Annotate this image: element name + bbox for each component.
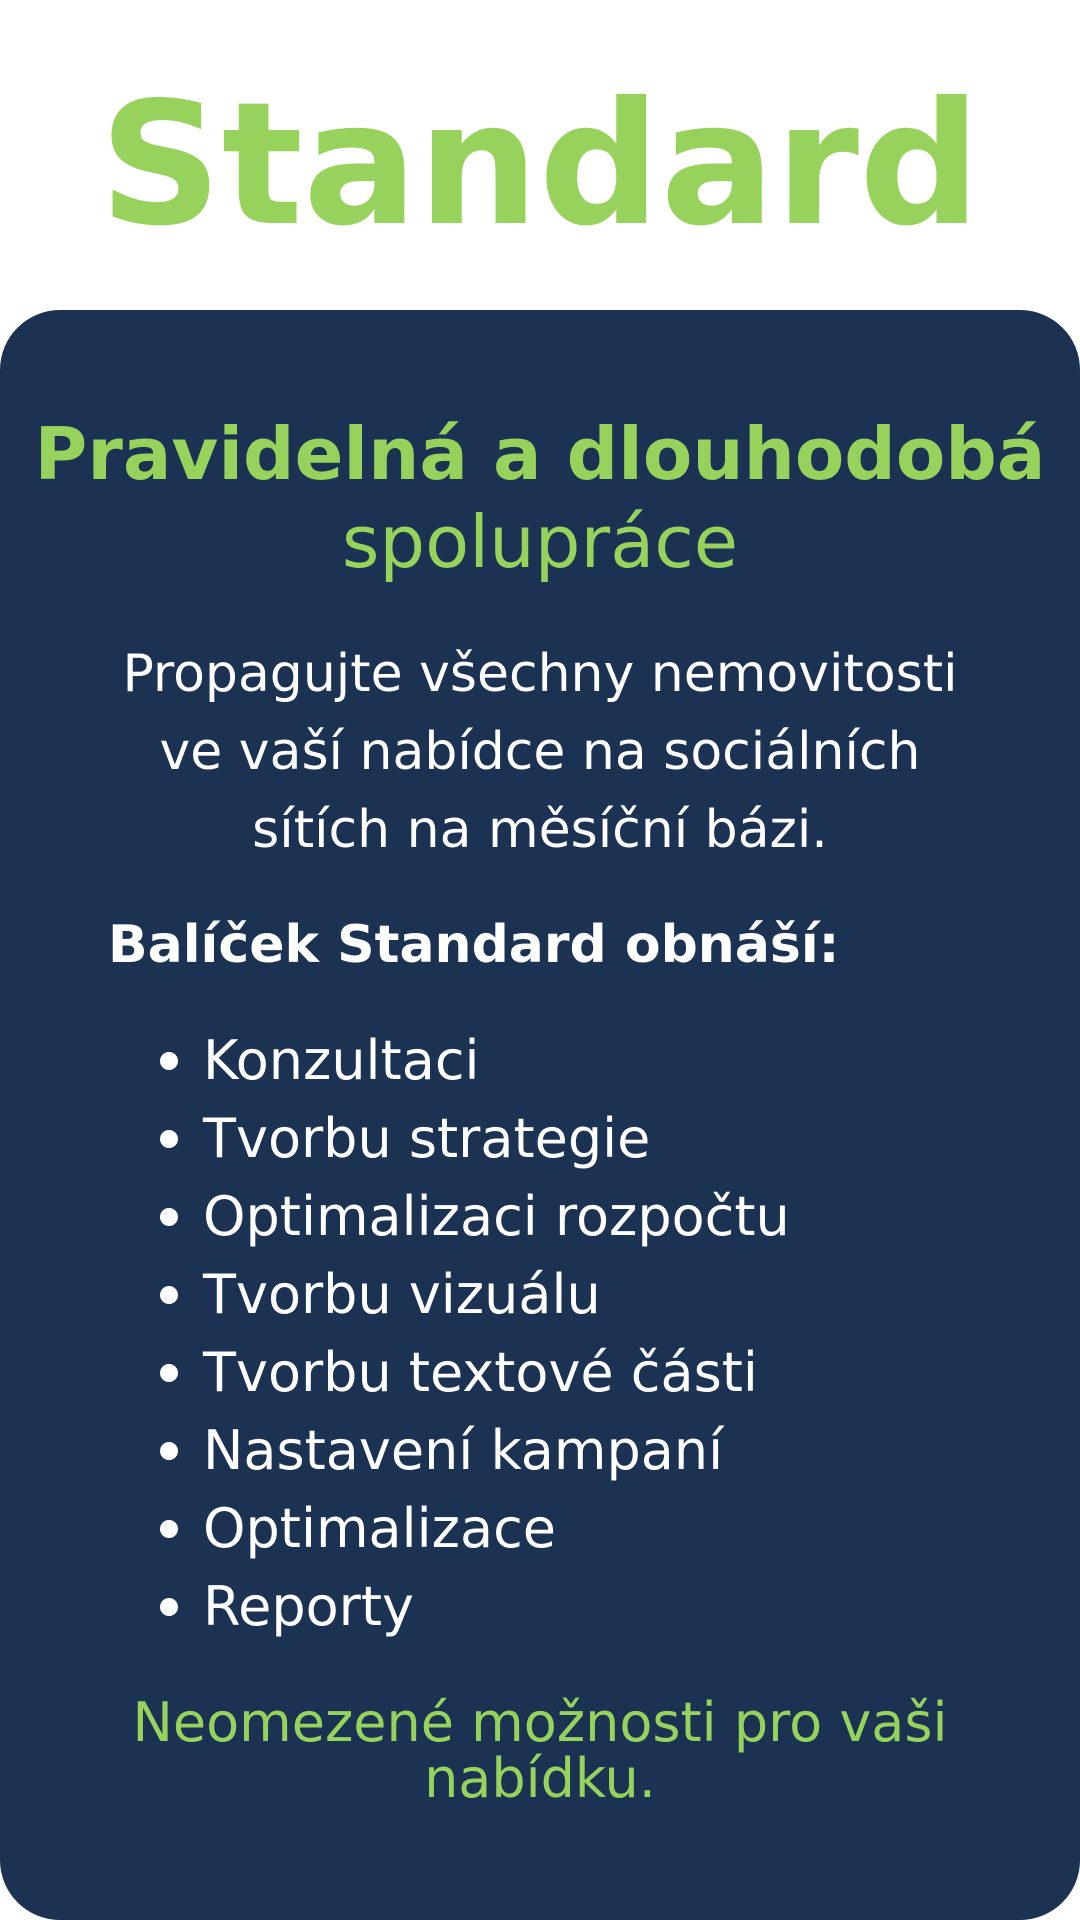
feature-item: [0, 1022, 790, 1100]
feature-label: Nastavení kampaní: [203, 1419, 724, 1482]
features-list: [0, 1022, 790, 1646]
feature-item: [0, 1334, 790, 1412]
feature-label: Reporty: [203, 1575, 414, 1638]
bullet-icon: [160, 1364, 178, 1382]
headline-light: spolupráce: [341, 500, 739, 584]
closing-text: Neomezené možnosti pro vaši nabídku.: [132, 1691, 948, 1810]
feature-label: Tvorbu vizuálu: [203, 1263, 601, 1326]
plan-title: Standard: [99, 66, 981, 264]
feature-label: Optimalizaci rozpočtu: [203, 1185, 790, 1248]
bullet-icon: [160, 1130, 178, 1148]
bullet-icon: [160, 1520, 178, 1538]
feature-label: Tvorbu textové části: [203, 1341, 758, 1404]
bullet-icon: [160, 1598, 178, 1616]
feature-item: [0, 1568, 790, 1646]
headline-strong: Pravidelná a dlouhodobá: [34, 412, 1046, 496]
plan-card: [0, 310, 1080, 1920]
feature-label: Optimalizace: [203, 1497, 557, 1560]
card-headline: [0, 410, 1080, 586]
intro-text: Propagujte všechny nemovitosti ve vaší nabídce na sociálních sítích na měsíční bázi.: [122, 644, 958, 860]
bullet-icon: [160, 1208, 178, 1226]
feature-item: [0, 1178, 790, 1256]
feature-item: [0, 1100, 790, 1178]
feature-item: [0, 1256, 790, 1334]
features-heading: Balíček Standard obnáší:: [108, 915, 840, 975]
feature-label: Tvorbu strategie: [203, 1107, 651, 1170]
bullet-icon: [160, 1442, 178, 1460]
feature-label: Konzultaci: [203, 1029, 480, 1092]
feature-item: [0, 1490, 790, 1568]
feature-item: [0, 1412, 790, 1490]
bullet-icon: [160, 1052, 178, 1070]
bullet-icon: [160, 1286, 178, 1304]
